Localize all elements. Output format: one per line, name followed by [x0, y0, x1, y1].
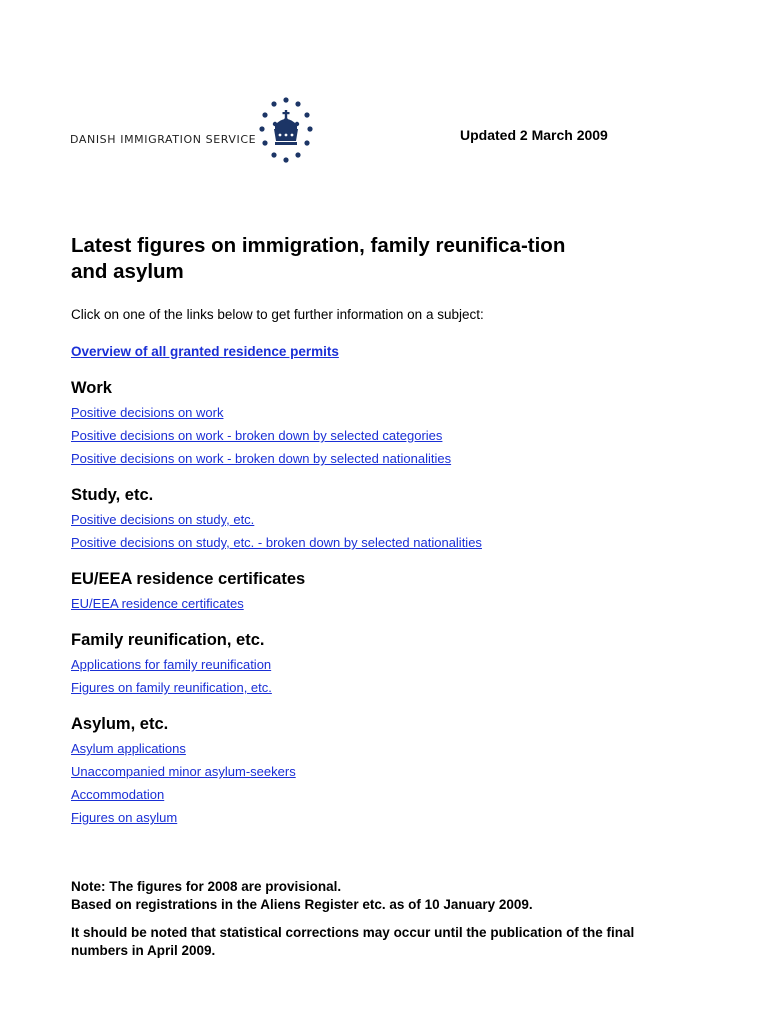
main-content: [71, 233, 631, 829]
link-asylum-figures[interactable]: Figures on asylum: [71, 810, 178, 825]
section-heading-eu-eea: EU/EEA residence certificates: [71, 570, 306, 588]
note-registrations: Based on registrations in the Aliens Register etc. as of 10 January 2009.: [71, 897, 533, 912]
section-heading-work: Work: [71, 379, 112, 397]
note-provisional: Note: The figures for 2008 are provisional.: [71, 879, 342, 894]
section-heading-asylum: Asylum, etc.: [71, 715, 169, 733]
intro-text: Click on one of the links below to get further information on a subject:: [71, 307, 484, 322]
overview-link[interactable]: Overview of all granted residence permits: [71, 344, 339, 359]
notes-block: [71, 878, 671, 960]
link-work-nationalities[interactable]: Positive decisions on work - broken down by selected nationalities: [71, 451, 452, 466]
logo-text: DANISH IMMIGRATION SERVICE: [70, 133, 257, 146]
page-title: Latest figures on immigration, family reunifica-tion and asylum: [71, 234, 566, 283]
link-study-decisions[interactable]: Positive decisions on study, etc.: [71, 512, 255, 527]
link-unaccompanied-minors[interactable]: Unaccompanied minor asylum-seekers: [71, 764, 296, 779]
page-header: [70, 95, 630, 170]
link-eu-eea-certificates[interactable]: EU/EEA residence certificates: [71, 596, 244, 611]
link-work-decisions[interactable]: Positive decisions on work: [71, 405, 224, 420]
note-corrections: It should be noted that statistical corrections may occur until the publication of the final numbers in April 2009.: [71, 925, 635, 958]
link-family-figures[interactable]: Figures on family reunification, etc.: [71, 680, 272, 695]
updated-date: Updated 2 March 2009: [460, 127, 608, 143]
section-heading-family: Family reunification, etc.: [71, 631, 265, 649]
section-heading-study: Study, etc.: [71, 486, 154, 504]
link-accommodation[interactable]: Accommodation: [71, 787, 165, 802]
link-asylum-applications[interactable]: Asylum applications: [71, 741, 186, 756]
link-work-categories[interactable]: Positive decisions on work - broken down by selected categories: [71, 428, 443, 443]
crown-emblem-icon: [255, 95, 317, 167]
link-family-applications[interactable]: Applications for family reunification: [71, 657, 272, 672]
link-study-nationalities[interactable]: Positive decisions on study, etc. - broken down by selected nationalities: [71, 535, 482, 550]
